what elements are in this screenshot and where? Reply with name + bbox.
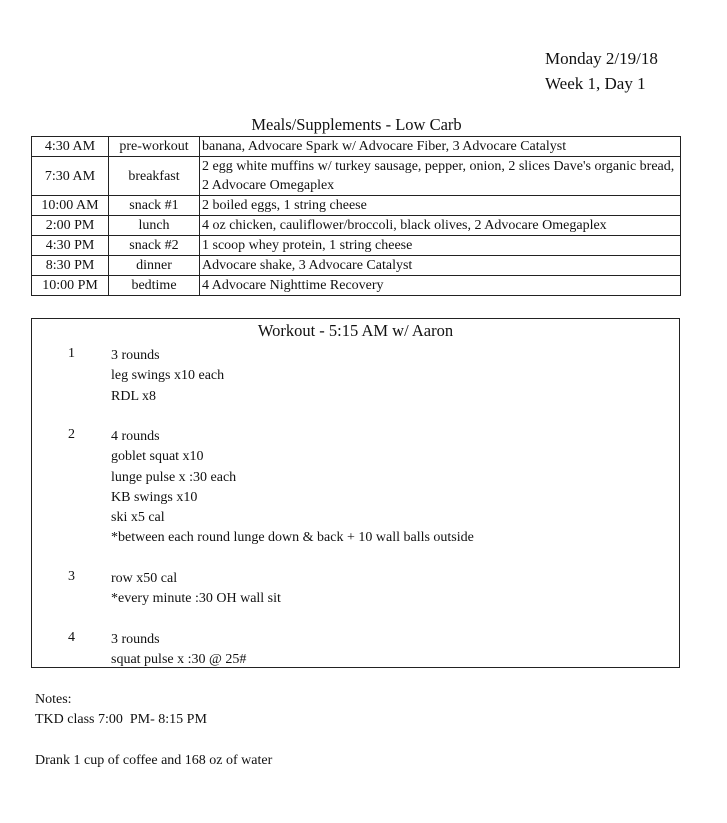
meal-desc: 1 scoop whey protein, 1 string cheese (200, 236, 681, 256)
table-row (32, 216, 681, 236)
meal-label: bedtime (109, 276, 200, 296)
workout-box (31, 318, 680, 668)
notes-line: Drank 1 cup of coffee and 168 oz of water (35, 752, 273, 768)
exercise-line: 4 rounds (111, 429, 160, 444)
exercise-line: squat pulse x :30 @ 25# (111, 652, 247, 668)
table-row (32, 256, 681, 276)
exercise-line: leg swings x10 each (111, 368, 225, 384)
meal-label: lunch (109, 216, 200, 236)
exercise-line: KB swings x10 (111, 489, 198, 505)
exercise-number: 3 (68, 569, 75, 584)
exercise-line: ski x5 cal (111, 510, 165, 526)
meal-desc: 2 egg white muffins w/ turkey sausage, pepper, onion, 2 slices Dave's organic bread, 2 Advocare Omegaplex (200, 157, 681, 196)
exercise-line: lunge pulse x :30 each (111, 469, 237, 485)
exercise-line: goblet squat x10 (111, 449, 204, 465)
meal-desc: 2 boiled eggs, 1 string cheese (200, 196, 681, 216)
exercise-line: *every minute :30 OH wall sit (111, 591, 281, 607)
meal-label: snack #1 (109, 196, 200, 216)
meal-time: 7:30 AM (32, 157, 109, 196)
exercise-lines (111, 569, 281, 610)
meal-time: 4:30 AM (32, 137, 109, 157)
meal-time: 2:00 PM (32, 216, 109, 236)
exercise-line: row x50 cal (111, 571, 178, 586)
notes-heading: Notes: (35, 692, 72, 707)
workout-title: Workout - 5:15 AM w/ Aaron (257, 321, 454, 340)
exercise-line: 3 rounds (111, 632, 160, 647)
exercise-number: 4 (68, 630, 75, 645)
notes-spacer (35, 731, 272, 751)
meal-time: 8:30 PM (32, 256, 109, 276)
meal-label: breakfast (109, 157, 200, 196)
notes-section (35, 690, 272, 771)
meal-desc: banana, Advocare Spark w/ Advocare Fiber, 3 Advocare Catalyst (200, 137, 681, 157)
meals-title: Meals/Supplements - Low Carb (251, 115, 462, 134)
meal-desc: 4 oz chicken, cauliflower/broccoli, black olives, 2 Advocare Omegaplex (200, 216, 681, 236)
exercise-line: 3 rounds (111, 348, 160, 363)
meals-table (31, 136, 681, 296)
exercise-lines (111, 427, 474, 549)
date-block (545, 46, 658, 96)
date-text: Monday 2/19/18 (545, 49, 658, 68)
notes-line: TKD class 7:00 PM- 8:15 PM (35, 712, 207, 728)
meal-label: snack #2 (109, 236, 200, 256)
exercise-line: RDL x8 (111, 388, 156, 404)
table-row (32, 276, 681, 296)
meal-label: dinner (109, 256, 200, 276)
table-row (32, 236, 681, 256)
meal-time: 10:00 PM (32, 276, 109, 296)
exercise-lines (111, 346, 224, 407)
exercise-number: 1 (68, 346, 75, 361)
meal-time: 4:30 PM (32, 236, 109, 256)
meal-label: pre-workout (109, 137, 200, 157)
exercise-number: 2 (68, 427, 75, 442)
table-row (32, 137, 681, 157)
table-row (32, 196, 681, 216)
table-row (32, 157, 681, 196)
week-day-text: Week 1, Day 1 (545, 74, 646, 93)
meal-time: 10:00 AM (32, 196, 109, 216)
exercise-line: *between each round lunge down & back + 10 wall balls outside (111, 530, 474, 546)
meal-desc: Advocare shake, 3 Advocare Catalyst (200, 256, 681, 276)
exercise-lines (111, 630, 246, 671)
meal-desc: 4 Advocare Nighttime Recovery (200, 276, 681, 296)
